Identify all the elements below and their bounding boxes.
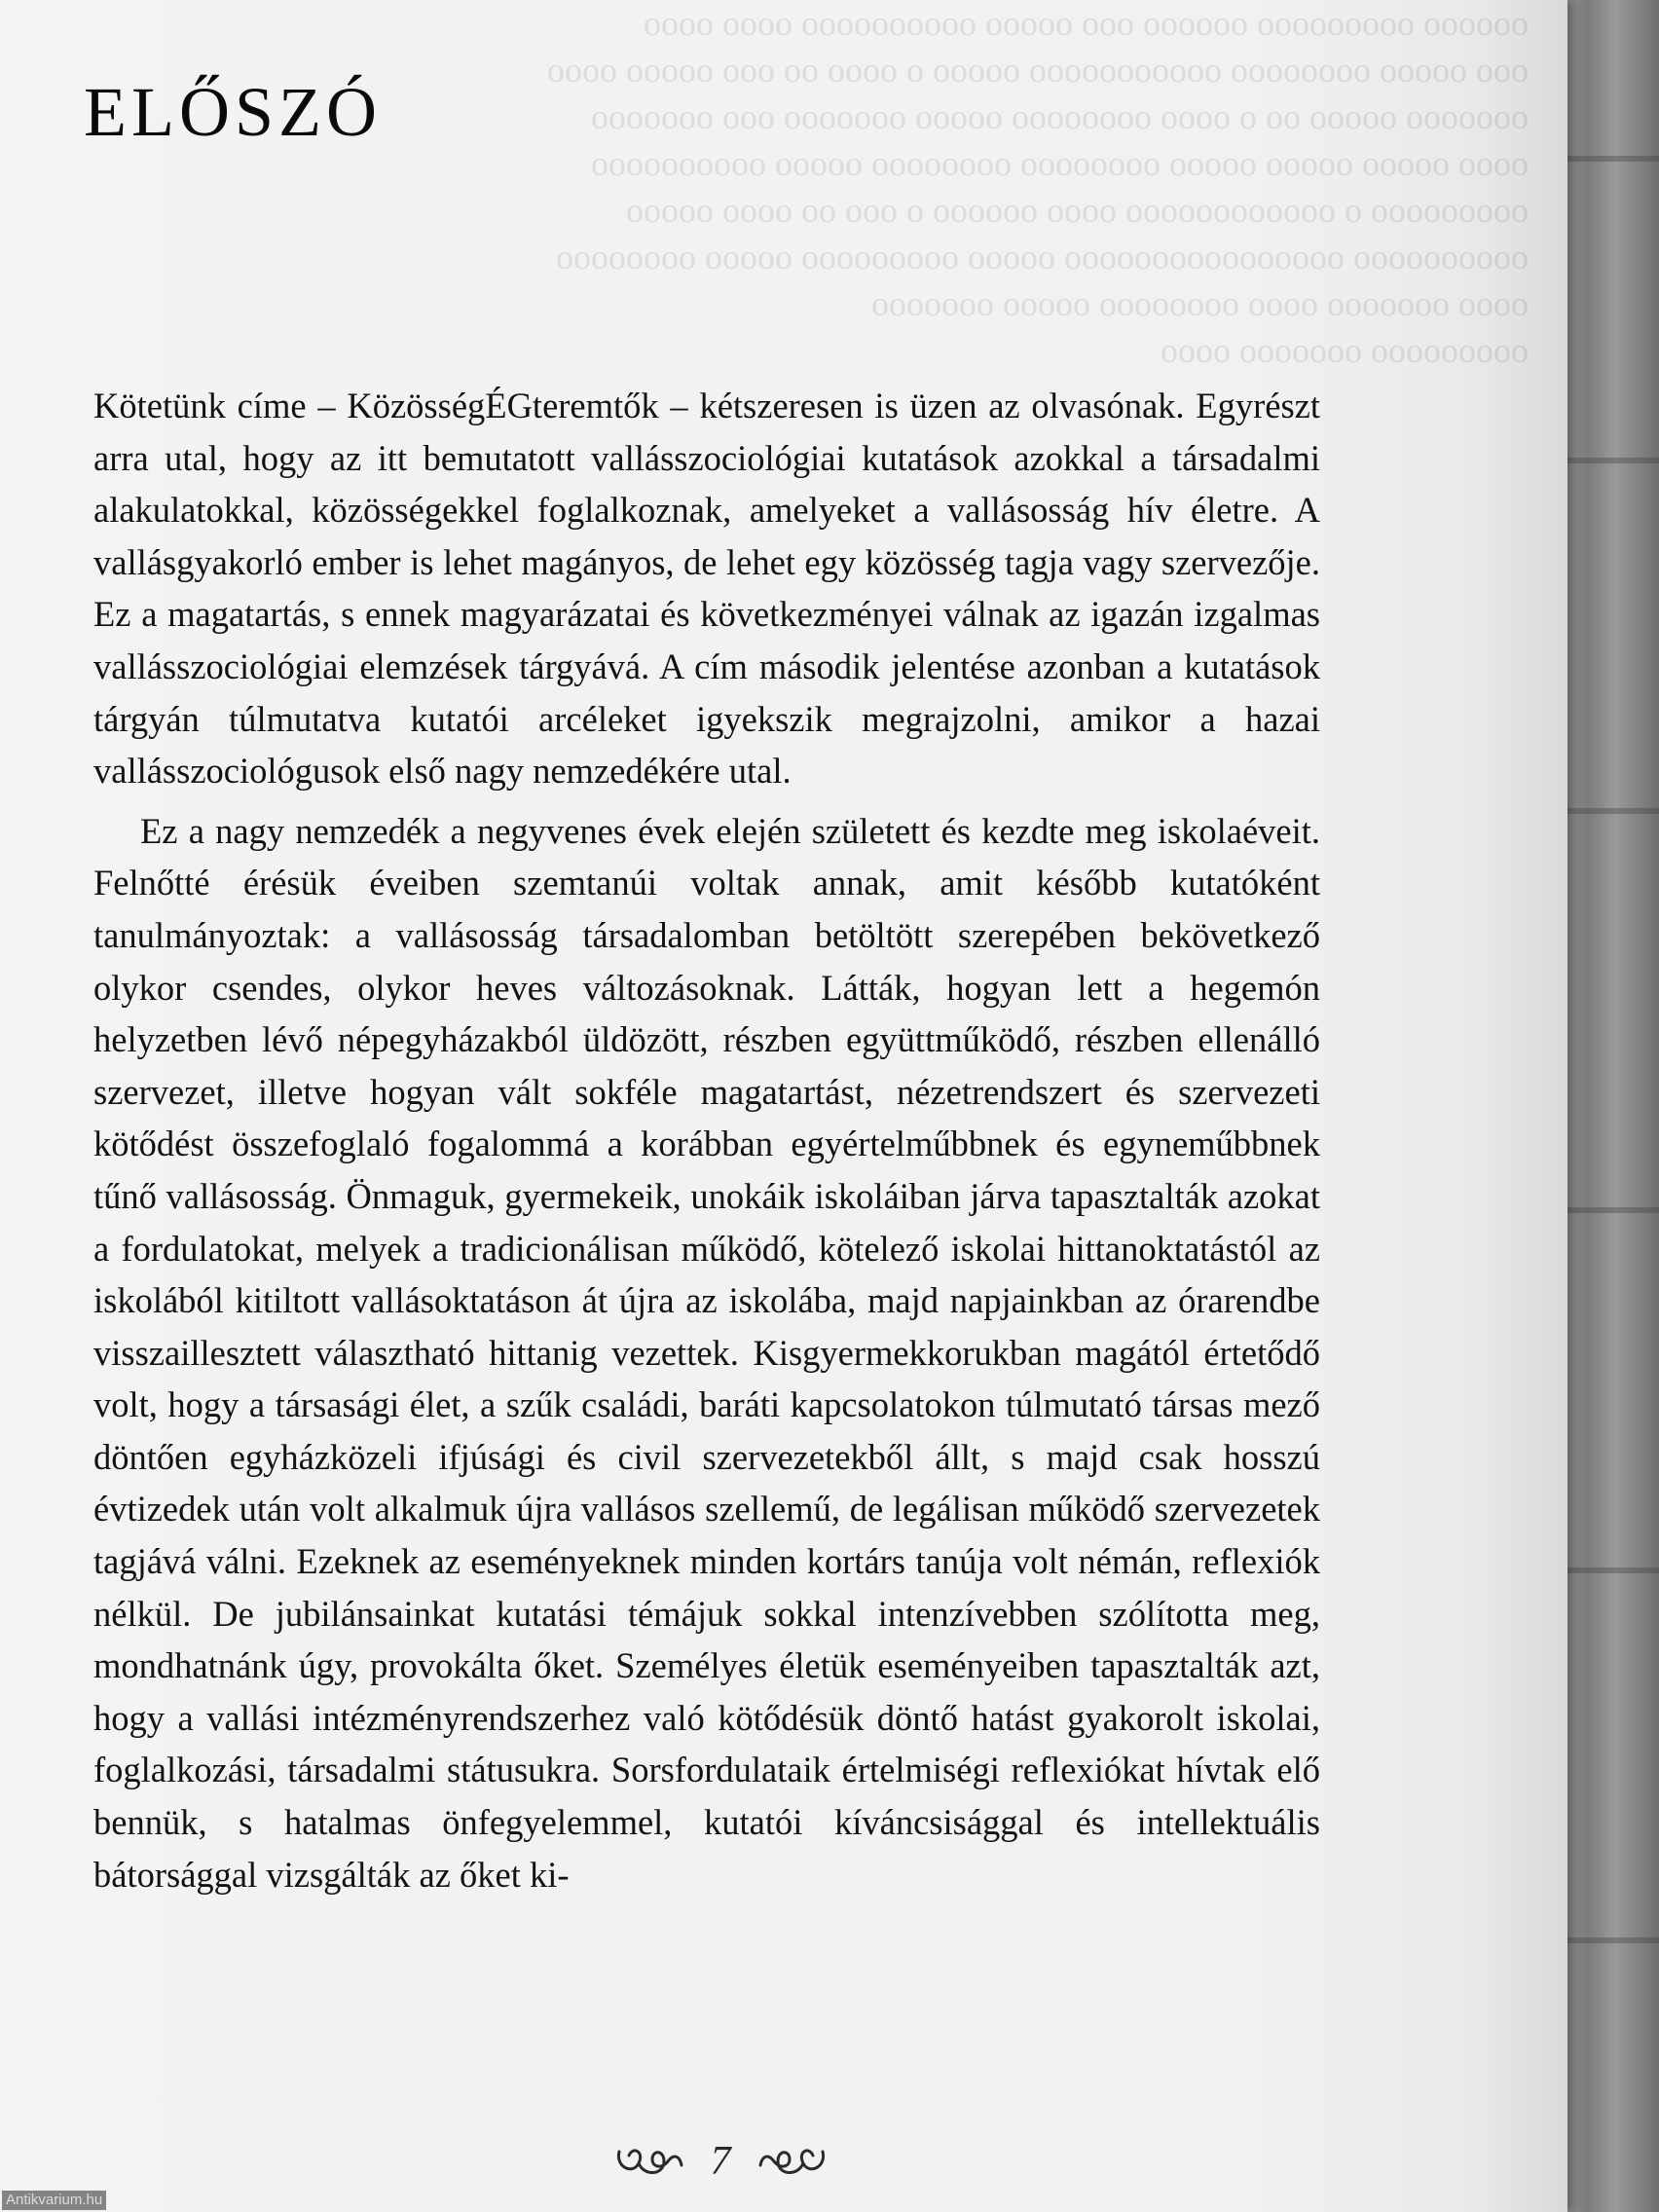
paragraph-1: Kötetünk címe – KözösségÉGteremtők – kétszeresen is üzen az olvasónak. Egyrészt arra utal, hogy az itt bemutatott vallásszociológiai kutatások azokkal a társadalmi alakulatokkal, közösségekkel foglalkoznak, amelyeket a vallásosság hív életre. A vallásgyakorló ember is lehet magányos, de lehet egy közösség tagja vagy szervezője. Ez a magatartás, s ennek magyarázatai és következményei válnak az igazán izgalmas vallásszociológiai elemzések tárgyává. A cím második jelentése azonban a kutatások tárgyán túlmutatva kutatói arcéleket igyekszik megrajzolni, amikor a hazai vallásszociológusok első nagy nemzedékére utal. bbox=[93, 386, 1320, 792]
page-number: 7 bbox=[710, 2139, 731, 2184]
page-footer bbox=[604, 2132, 837, 2191]
page-title: ELŐSZÓ bbox=[84, 73, 382, 151]
ornament-right-icon bbox=[756, 2142, 829, 2181]
ornament-left-icon bbox=[613, 2142, 685, 2181]
watermark: Antikvarium.hu bbox=[2, 2191, 106, 2210]
body-text bbox=[93, 380, 1320, 1900]
show-through-decoration: oooooo ooooooooo oooooo ooo ooooo oooooooooo oooo oooo ooo ooooo oooooooo ooooooooooo ooooo o oooo oo ooo ooooo oooo ooooooo ooooo oo o oooo oooooooo ooooo ooooooo ooo ooooooo oooo ooooo ooooo ooooo oooooooo oooooooo ooooo oooooooooo ooooooooo o oooooooooooo oooo oooooo o ooo oo oooo ooooo oooooooooo oooooooooooooooo ooooo ooooooooo ooooo oooooooo oooo ooooooo oooo oooooooo ooooo ooooooo ooooooooo ooooooo oooo bbox=[547, 4, 1529, 370]
paragraph-2: Ez a nagy nemzedék a negyvenes évek elején született és kezdte meg iskolaéveit. Felnőtté érésük éveiben szemtanúi voltak annak, amit később kutatóként tanulmányoztak: a vallásosság társadalomban betöltött szerepében bekövetkező olykor csendes, olykor heves változásoknak. Látták, hogyan lett a hegemón helyzetben lévő népegyházakból üldözött, részben együttműködő, részben ellenálló szervezet, illetve hogyan vált sokféle magatartást, nézetrendszert és szervezeti kötődést összefoglaló fogalommá a korábban egyértelműbbnek és egyneműbbnek tűnő vallásosság. Önmaguk, gyermekeik, unokáik iskoláiban járva tapasztalták azokat a fordulatokat, melyek a tradicionálisan működő, kötelező iskolai hittanoktatástól az iskolából kitiltott vallásoktatáson át újra az iskolába, majd napjainkban az órarendbe visszaillesztett választható hittanig vezettek. Kisgyermekkorukban magától értetődő volt, hogy a társasági élet, a szűk családi, baráti kapcsolatokon túlmutató társas mező döntően egyházközeli ifjúsági és civil szervezetekből állt, s majd csak hosszú évtizedek után volt alkalmuk újra vallásos szellemű, de legálisan működő szervezetek tagjává válni. Ezeknek az eseményeknek minden kortárs tanúja volt némán, reflexiók nélkül. De jubilánsainkat kutatási témájuk sokkal intenzívebben szólította meg, mondhatnánk úgy, provokálta őket. Személyes életük eseményeiben tapasztalták azt, hogy a vallási intézményrendszerhez való kötődésük döntő hatást gyakorolt iskolai, foglalkozási, társadalmi státusukra. Sorsfordulataik értelmiségi reflexiókat hívtak elő bennük, s hatalmas önfegyelemmel, kutatói kíváncsisággal és intellektuális bátorsággal vizsgálták az őket ki- bbox=[93, 810, 1320, 1895]
